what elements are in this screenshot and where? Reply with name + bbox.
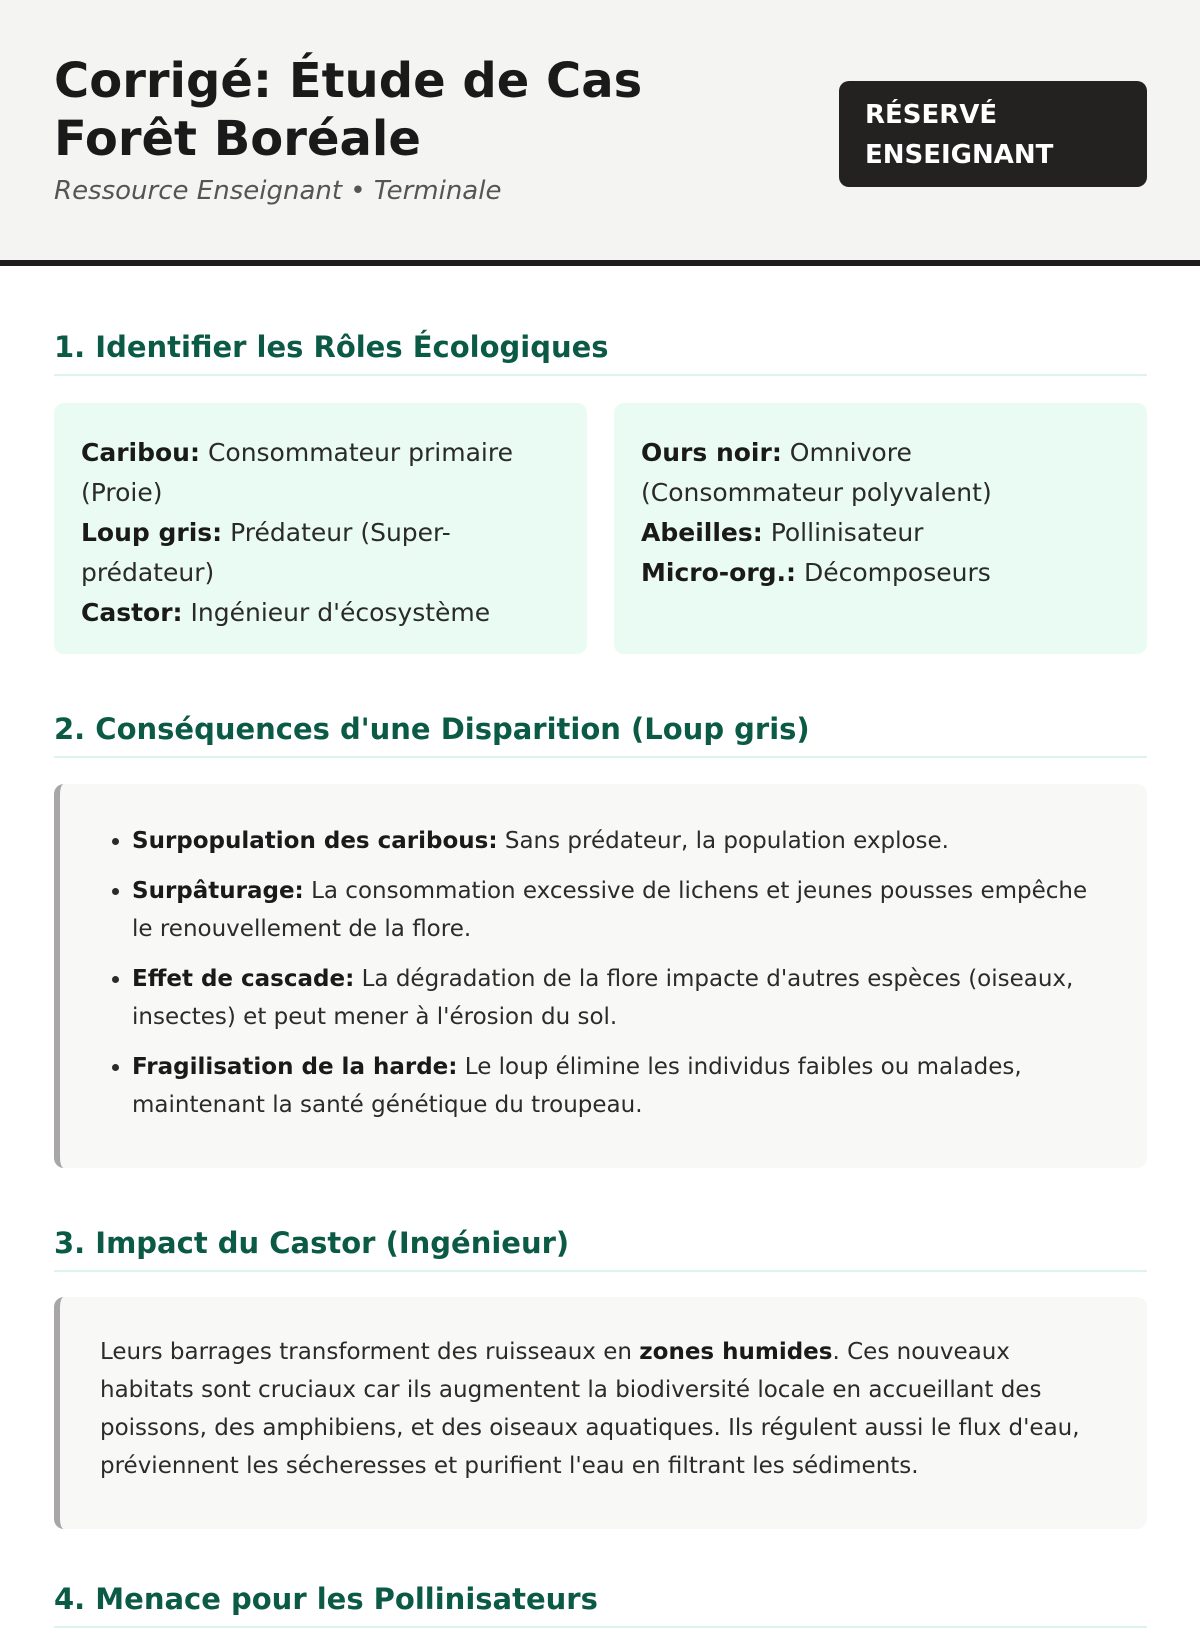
role-label: Caribou: bbox=[81, 438, 200, 467]
list-item bbox=[132, 872, 1107, 948]
role-label: Castor: bbox=[81, 598, 183, 627]
consequences-list bbox=[60, 784, 1147, 1124]
list-item bbox=[132, 822, 1107, 860]
item-label: Surpâturage: bbox=[132, 878, 304, 904]
role-label: Micro-org.: bbox=[641, 558, 797, 587]
role-item bbox=[641, 433, 1120, 513]
role-value: Prédateur (Super-prédateur) bbox=[81, 518, 451, 587]
role-value: Omnivore (Consommateur polyvalent) bbox=[641, 438, 992, 507]
item-text: La dégradation de la flore impacte d'autres espèces (oiseaux, insectes) et peut mener à l'érosion du sol. bbox=[132, 966, 1074, 1030]
role-label: Loup gris: bbox=[81, 518, 223, 547]
section-2-title: 2. Conséquences d'une Disparition (Loup gris) bbox=[54, 712, 1147, 758]
role-value: Pollinisateur bbox=[770, 518, 924, 547]
section-1-title: 1. Identifier les Rôles Écologiques bbox=[54, 330, 1147, 376]
role-value: Ingénieur d'écosystème bbox=[190, 598, 491, 627]
role-label: Ours noir: bbox=[641, 438, 782, 467]
page-header bbox=[0, 0, 1200, 266]
role-item bbox=[641, 553, 1120, 593]
beaver-impact-panel bbox=[54, 1297, 1147, 1529]
role-item bbox=[81, 433, 560, 513]
highlight-text: zones humides bbox=[639, 1339, 833, 1365]
role-item bbox=[641, 513, 1120, 553]
item-text: La consommation excessive de lichens et jeunes pousses empêche le renouvellement de la flore. bbox=[132, 878, 1088, 942]
page-title: Corrigé: Étude de Cas Forêt Boréale bbox=[54, 53, 643, 167]
list-item bbox=[132, 1048, 1107, 1124]
section-4-title: 4. Menace pour les Pollinisateurs bbox=[54, 1582, 1147, 1628]
role-value: Décomposeurs bbox=[804, 558, 991, 587]
beaver-impact-text bbox=[60, 1297, 1147, 1485]
role-label: Abeilles: bbox=[641, 518, 763, 547]
role-value: Consommateur primaire (Proie) bbox=[81, 438, 513, 507]
item-label: Effet de cascade: bbox=[132, 966, 355, 992]
page-subtitle: Ressource Enseignant • Terminale bbox=[54, 176, 502, 206]
item-text: Le loup élimine les individus faibles ou malades, maintenant la santé génétique du troupeau. bbox=[132, 1054, 1022, 1118]
consequences-panel bbox=[54, 784, 1147, 1168]
roles-card-left bbox=[54, 403, 587, 654]
roles-card-right bbox=[614, 403, 1147, 654]
role-item bbox=[81, 513, 560, 593]
text-after: . Ces nouveaux habitats sont cruciaux car ils augmentent la biodiversité locale en accueillant des poissons, des amphibiens, et des oiseaux aquatiques. Ils régulent aussi le flux d'eau, préviennent les sécheresses et purifient l'eau en filtrant les sédiments. bbox=[100, 1339, 1080, 1479]
teacher-only-badge: RÉSERVÉ ENSEIGNANT bbox=[839, 81, 1147, 187]
section-3-title: 3. Impact du Castor (Ingénieur) bbox=[54, 1226, 1147, 1272]
item-label: Surpopulation des caribous: bbox=[132, 828, 498, 854]
role-item bbox=[81, 593, 560, 633]
text-before: Leurs barrages transforment des ruisseaux en bbox=[100, 1339, 640, 1365]
item-text: Sans prédateur, la population explose. bbox=[504, 828, 949, 854]
list-item bbox=[132, 960, 1107, 1036]
item-label: Fragilisation de la harde: bbox=[132, 1054, 458, 1080]
